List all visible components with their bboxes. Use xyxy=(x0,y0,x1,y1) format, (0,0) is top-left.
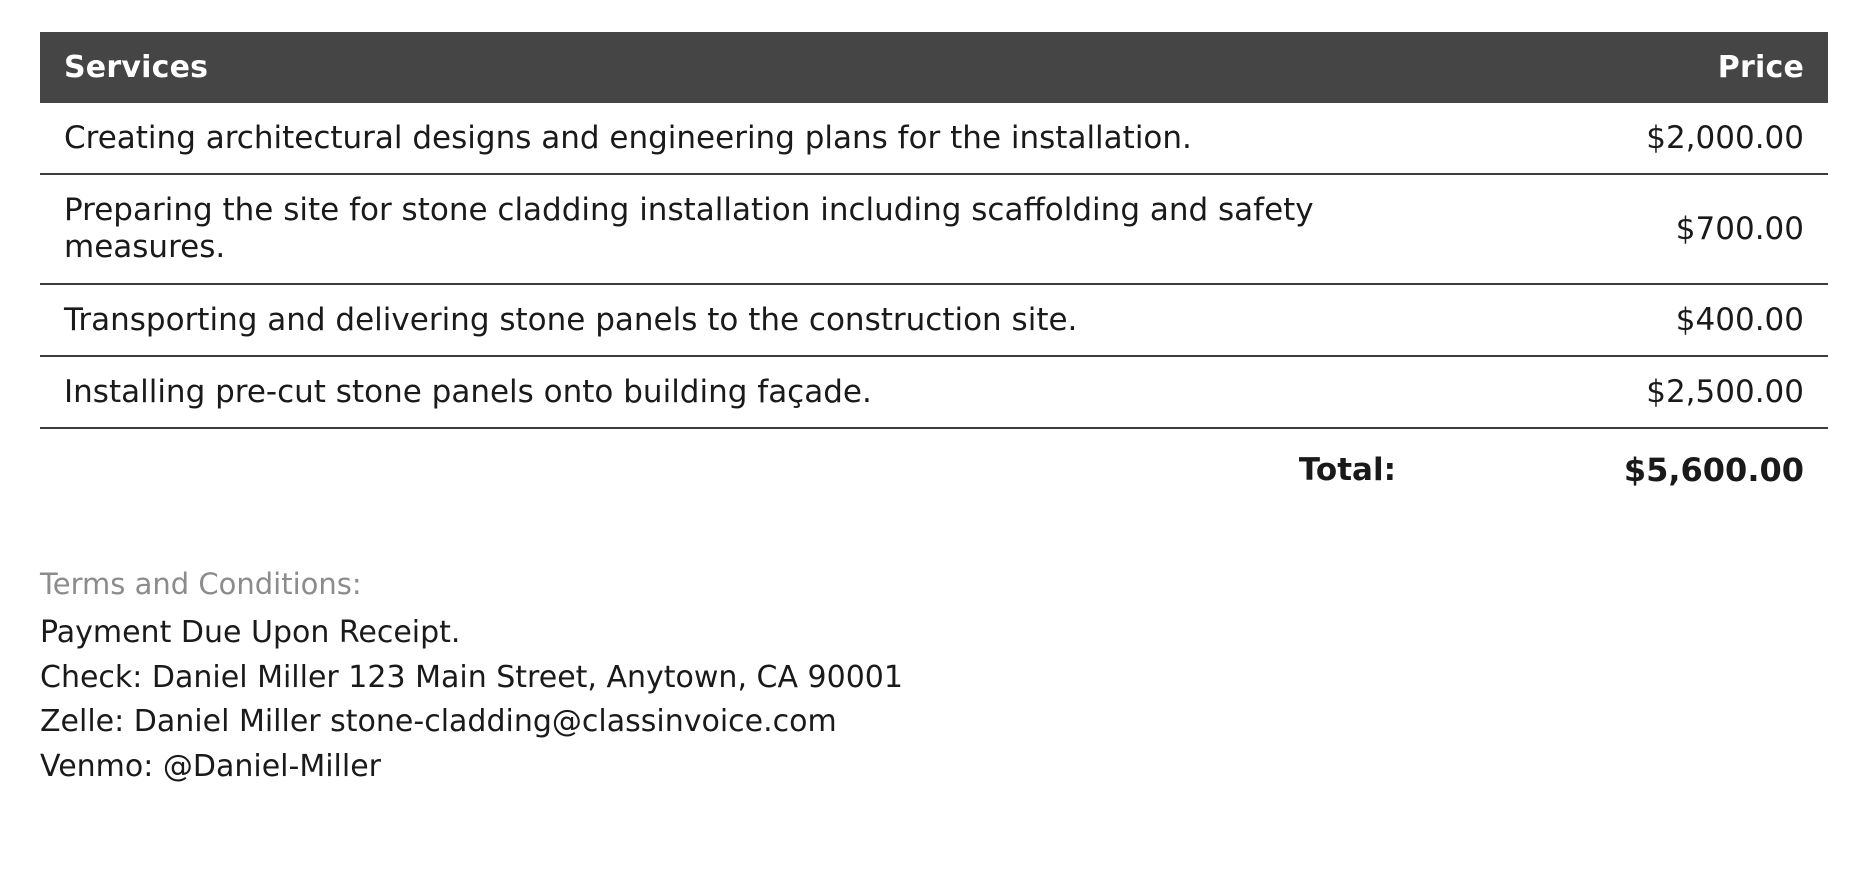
table-body xyxy=(40,103,1828,505)
service-price: $400.00 xyxy=(1420,284,1828,356)
service-description: Preparing the site for stone cladding installation including scaffolding and safety measures. xyxy=(40,174,1420,283)
column-header-services: Services xyxy=(40,32,1420,103)
terms-and-conditions xyxy=(40,567,1828,789)
total-value: $5,600.00 xyxy=(1623,450,1804,489)
service-description: Installing pre-cut stone panels onto building façade. xyxy=(40,356,1420,428)
services-table xyxy=(40,32,1828,505)
table-header-row xyxy=(40,32,1828,103)
service-price: $2,000.00 xyxy=(1420,103,1828,174)
table-row xyxy=(40,356,1828,428)
table-row xyxy=(40,284,1828,356)
terms-title: Terms and Conditions: xyxy=(40,567,362,602)
column-header-price: Price xyxy=(1420,32,1828,103)
table-row xyxy=(40,103,1828,174)
service-description: Transporting and delivering stone panels to the construction site. xyxy=(40,284,1420,356)
terms-line-venmo: Venmo: @Daniel-Miller xyxy=(40,748,382,784)
terms-line-zelle: Zelle: Daniel Miller stone-cladding@classinvoice.com xyxy=(40,704,837,740)
service-description: Creating architectural designs and engineering plans for the installation. xyxy=(40,103,1420,174)
table-header xyxy=(40,32,1828,103)
service-price: $2,500.00 xyxy=(1420,356,1828,428)
service-price: $700.00 xyxy=(1420,174,1828,283)
terms-line-check: Check: Daniel Miller 123 Main Street, Anytown, CA 90001 xyxy=(40,659,903,695)
terms-line-payment: Payment Due Upon Receipt. xyxy=(40,615,461,651)
total-label: Total: xyxy=(1298,451,1396,488)
total-row xyxy=(40,428,1828,505)
table-row xyxy=(40,174,1828,283)
